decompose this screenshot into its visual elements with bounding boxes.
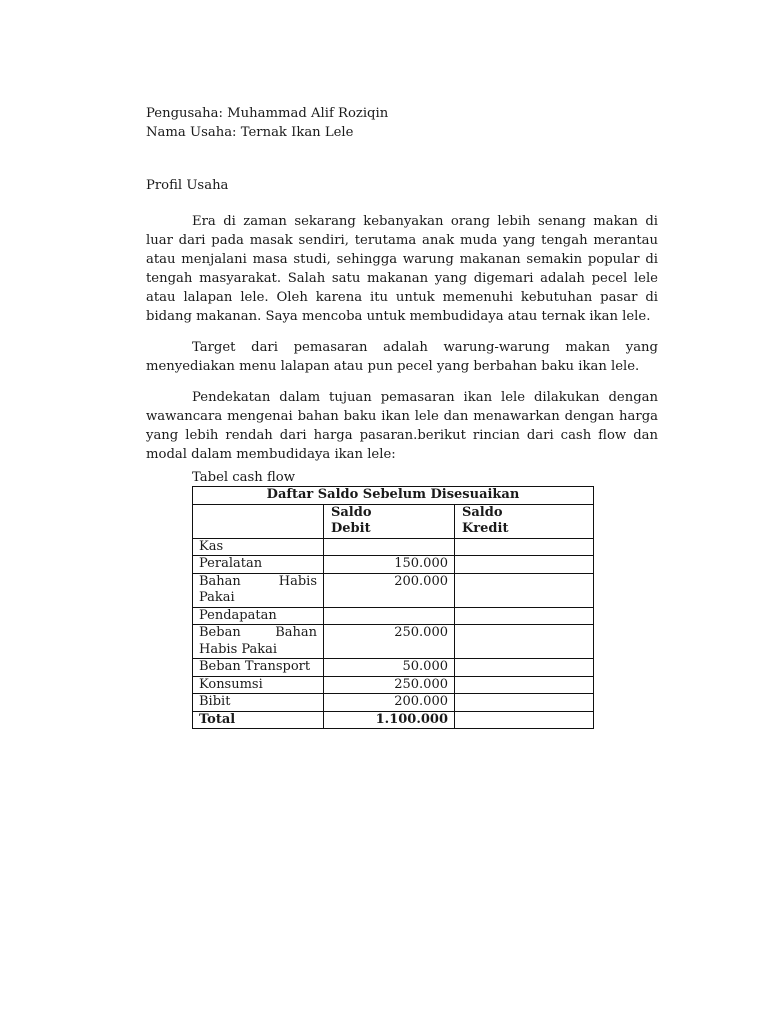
table-row [193,625,594,659]
row-label: Peralatan [193,556,324,574]
row-label: Beban Bahan Habis Pakai [193,625,324,659]
section-title: Profil Usaha [146,178,229,193]
table-title-row [193,487,594,505]
debit-header [324,504,455,538]
paragraph-target: Target dari pemasaran adalah warung-warung makan yang menyediakan menu lalapan atau pun pecel yang berbahan baku ikan lele. [146,340,658,374]
debit-header-line-2: Debit [331,521,371,536]
row-debit: 250.000 [324,676,455,694]
row-credit [455,538,594,556]
row-label: Bibit [193,694,324,712]
row-label: Bahan Habis Pakai [193,573,324,607]
row-credit [455,676,594,694]
document-page [146,104,658,464]
table-row [193,659,594,677]
row-label: Kas [193,538,324,556]
row-debit: 50.000 [324,659,455,677]
paragraph-approach: Pendekatan dalam tujuan pemasaran ikan lele dilakukan dengan wawancara mengenai bahan baku ikan lele dan menawarkan dengan harga yang lebih rendah dari harga pasaran.berikut rincian dari cash flow dan modal dalam membudidaya ikan lele: [146,390,658,462]
table-row [193,573,594,607]
table-title: Daftar Saldo Sebelum Disesuaikan [193,487,594,505]
paragraph-intro: Era di zaman sekarang kebanyakan orang lebih senang makan di luar dari pada masak sendiri, terutama anak muda yang tengah merantau atau menjalani masa studi, sehingga warung makanan semakin popular di tengah masyarakat. Salah satu makanan yang digemari adalah pecel lele atau lalapan lele. Oleh karena itu untuk memenuhi kebutuhan pasar di bidang makanan. Saya mencoba untuk membudidaya atau ternak ikan lele. [146,214,658,324]
row-credit [455,659,594,677]
table-row [193,556,594,574]
table-row [193,676,594,694]
table-caption: Tabel cash flow [192,470,296,485]
row-credit [455,573,594,607]
row-debit [324,538,455,556]
credit-header [455,504,594,538]
owner-line: Pengusaha: Muhammad Alif Roziqin [146,106,389,121]
table-row [193,694,594,712]
credit-header-line-2: Kredit [462,521,509,536]
debit-header-line-1: Saldo [331,504,372,520]
row-label: Pendapatan [193,607,324,625]
row-credit [455,625,594,659]
table-row [193,607,594,625]
table-total-row [193,711,594,729]
row-label: Beban Transport [193,659,324,677]
table-header-row [193,504,594,538]
cash-flow-table [192,486,594,729]
total-debit: 1.100.000 [324,711,455,729]
row-debit: 200.000 [324,694,455,712]
total-label: Total [193,711,324,729]
header-empty-cell [193,504,324,538]
table-row [193,538,594,556]
row-debit [324,607,455,625]
row-credit [455,694,594,712]
row-credit [455,556,594,574]
row-debit: 250.000 [324,625,455,659]
row-label: Konsumsi [193,676,324,694]
row-debit: 150.000 [324,556,455,574]
credit-header-line-1: Saldo [462,504,503,520]
business-name-line: Nama Usaha: Ternak Ikan Lele [146,125,354,140]
row-credit [455,607,594,625]
total-credit [455,711,594,729]
row-debit: 200.000 [324,573,455,607]
